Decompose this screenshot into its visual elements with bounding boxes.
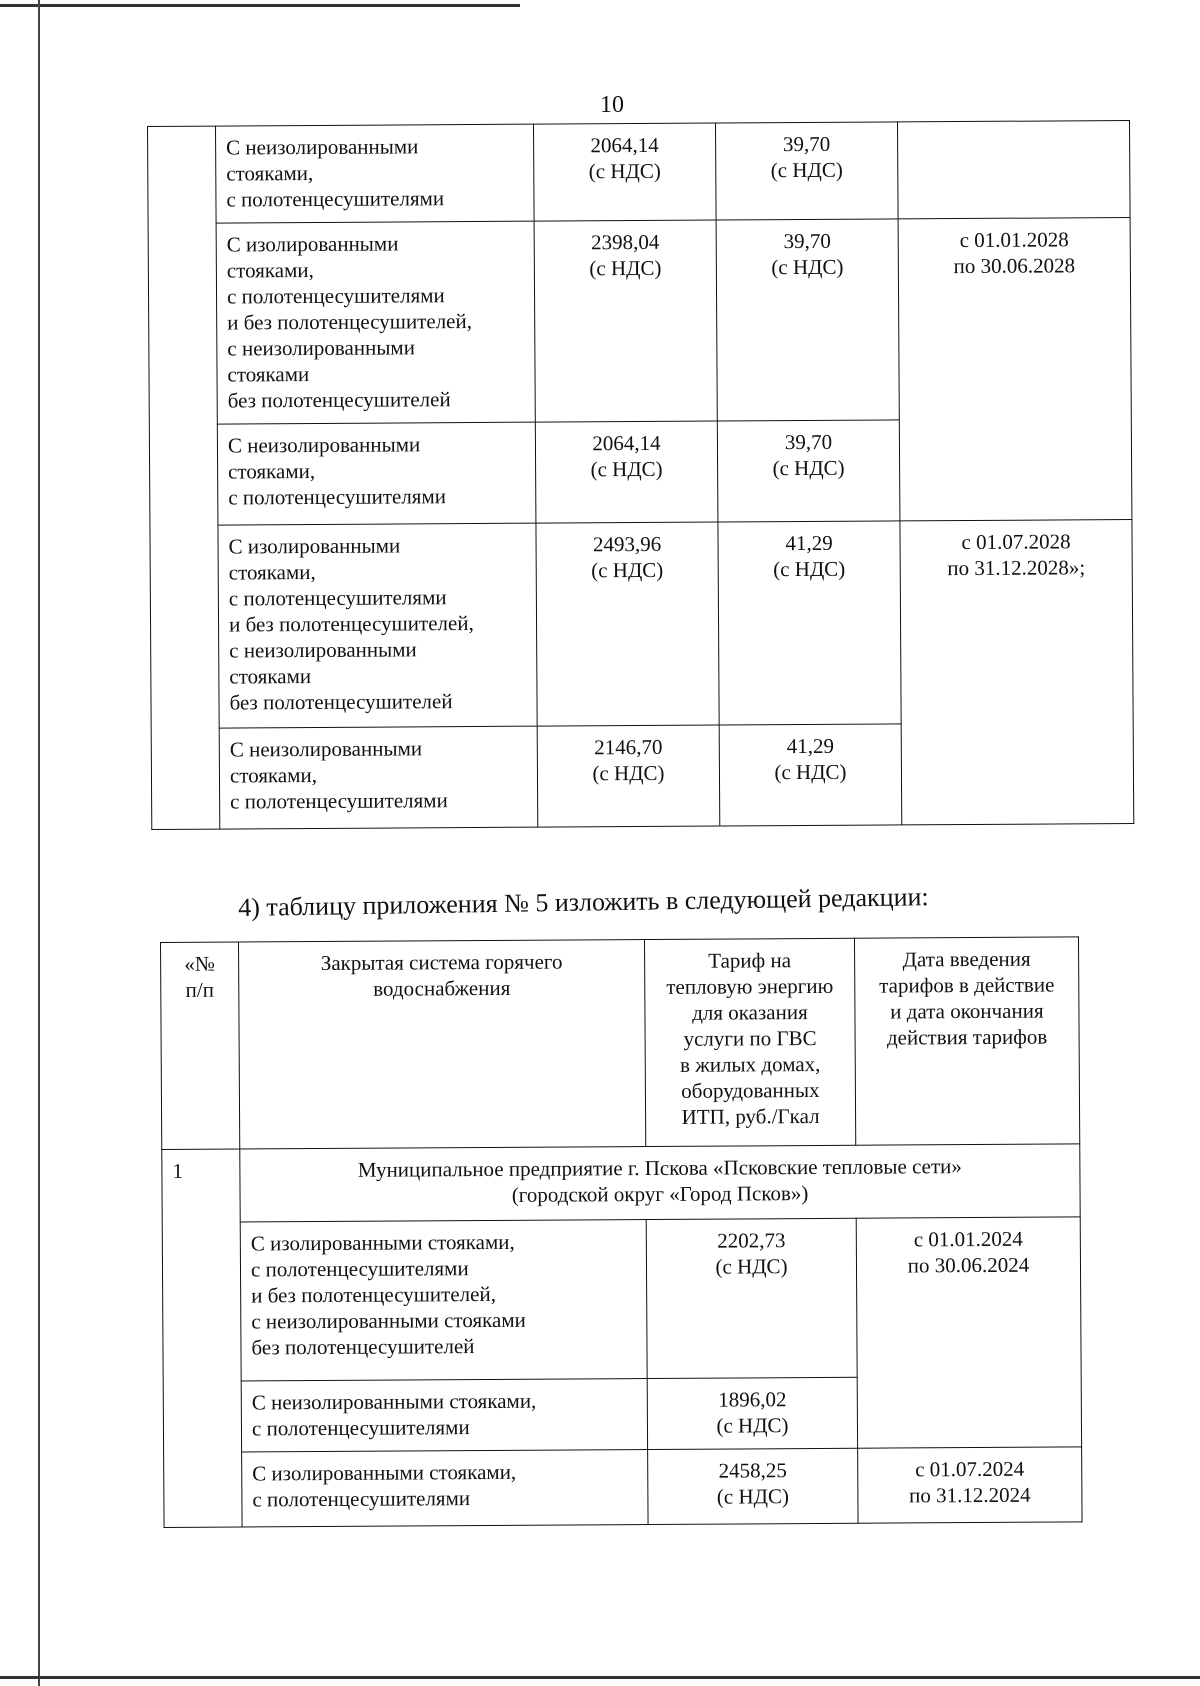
period-end: по 31.12.2024	[909, 1482, 1031, 1508]
organization-row	[162, 1144, 1080, 1223]
desc-line: стояками	[229, 664, 312, 689]
desc-line: с полотенцесушителями	[226, 283, 445, 309]
tariff-note: (с НДС)	[715, 1254, 788, 1279]
desc-cell	[216, 221, 535, 424]
desc-line: с полотенцесушителями	[251, 1415, 470, 1441]
page-number: 10	[600, 92, 624, 118]
period-cell	[900, 519, 1134, 824]
table-row	[148, 120, 1131, 223]
tariff-note: (с НДС)	[590, 456, 663, 482]
scan-edge-left	[38, 0, 40, 1686]
period-cell	[858, 1447, 1082, 1523]
tariff-cell	[533, 123, 716, 221]
appendix-5-table	[160, 936, 1083, 1528]
tariff-note: (с НДС)	[592, 760, 665, 786]
section-heading: 4) таблицу приложения № 5 изложить в следующей редакции:	[238, 882, 929, 922]
organization-name: Муниципальное предприятие г. Пскова «Псковские тепловые сети»	[357, 1154, 962, 1182]
tariff-cell	[534, 220, 717, 422]
component-value: 41,29	[786, 733, 834, 759]
tariff-value: 2398,04	[591, 229, 660, 255]
tariff-cell	[535, 421, 718, 523]
period-start: с 01.01.2028	[959, 227, 1069, 253]
desc-line: С изолированными	[228, 533, 401, 559]
scan-edge-top	[0, 4, 520, 7]
continued-tariff-table	[147, 120, 1134, 830]
header-line: в жилых домах,	[680, 1051, 821, 1077]
header-tariff	[644, 938, 855, 1146]
desc-line: стояками,	[226, 160, 314, 186]
tariff-value: 2064,14	[592, 430, 661, 456]
desc-cell	[217, 422, 536, 525]
period-cell	[898, 217, 1132, 520]
tariff-value: 1896,02	[718, 1387, 787, 1412]
tariff-cell	[646, 1218, 857, 1378]
desc-line: с полотенцесушителями	[250, 1256, 469, 1282]
desc-line: с полотенцесушителями	[226, 186, 445, 212]
tariff-cell	[537, 725, 720, 827]
desc-cell	[240, 1220, 647, 1381]
component-note: (с НДС)	[771, 254, 844, 280]
desc-line: без полотенцесушителей	[251, 1334, 475, 1360]
desc-line: С неизолированными стояками,	[251, 1388, 537, 1415]
period-end: по 30.06.2028	[953, 253, 1076, 279]
desc-line: с неизолированными стояками	[251, 1307, 526, 1334]
desc-line: стояками	[227, 362, 310, 387]
value-cell	[715, 122, 898, 220]
header-line: оборудованных	[681, 1077, 820, 1103]
period-end: по 30.06.2024	[907, 1252, 1030, 1278]
desc-line: С изолированными стояками,	[250, 1229, 515, 1256]
tariff-value: 2064,14	[590, 132, 659, 158]
component-note: (с НДС)	[773, 556, 846, 582]
value-cell	[716, 219, 899, 421]
tariff-cell	[647, 1377, 857, 1449]
tariff-note: (с НДС)	[716, 1413, 789, 1438]
tariff-note: (с НДС)	[591, 557, 664, 583]
desc-line: стояками,	[229, 762, 318, 788]
desc-line: стояками,	[226, 257, 314, 283]
header-num	[161, 942, 240, 1149]
value-cell	[717, 420, 900, 522]
component-value: 41,29	[785, 530, 833, 556]
period-cell-empty	[897, 120, 1130, 218]
period-cell	[856, 1217, 1081, 1448]
desc-cell	[216, 124, 535, 223]
desc-line: стояками,	[228, 458, 316, 484]
table-row	[164, 1447, 1082, 1528]
desc-line: С неизолированными	[227, 432, 421, 458]
header-line: Закрытая система горячего	[320, 949, 563, 976]
header-line: тарифов в действие	[879, 972, 1055, 998]
desc-cell	[218, 523, 537, 728]
component-value: 39,70	[782, 131, 831, 157]
desc-line: с полотенцесушителями	[228, 585, 447, 611]
tariff-value: 2458,25	[718, 1458, 787, 1483]
header-line: услуги по ГВС	[683, 1025, 817, 1051]
tariff-note: (с НДС)	[588, 158, 661, 184]
header-line: тепловую энергию	[666, 973, 834, 999]
tariff-note: (с НДС)	[589, 255, 662, 281]
tariff-value: 2146,70	[594, 734, 663, 760]
tariff-cell	[648, 1448, 858, 1524]
header-line: Дата введения	[902, 946, 1031, 972]
tariff-note: (с НДС)	[716, 1484, 790, 1509]
period-start: с 01.01.2024	[913, 1226, 1023, 1252]
desc-line: с полотенцесушителями	[252, 1486, 471, 1512]
header-line: водоснабжения	[373, 975, 511, 1001]
value-cell	[719, 724, 902, 826]
header-line: для оказания	[692, 1000, 808, 1025]
component-note: (с НДС)	[774, 759, 847, 785]
desc-line: без полотенцесушителей	[229, 689, 453, 715]
component-note: (с НДС)	[770, 157, 843, 183]
period-start: с 01.07.2024	[915, 1456, 1025, 1482]
table-row	[150, 519, 1133, 728]
desc-line: С неизолированными	[229, 736, 423, 762]
header-line: п/п	[185, 977, 215, 1002]
num-cell-empty	[148, 126, 220, 829]
tariff-cell	[536, 522, 719, 726]
header-line: и дата окончания	[890, 998, 1044, 1024]
component-value: 39,70	[784, 429, 833, 455]
desc-line: с полотенцесушителями	[228, 484, 447, 510]
organization-cell	[240, 1144, 1080, 1222]
table-header-row	[161, 937, 1080, 1150]
row-number	[162, 1149, 242, 1527]
component-note: (с НДС)	[772, 455, 845, 481]
header-line: действия тарифов	[886, 1024, 1048, 1050]
desc-line: стояками,	[228, 559, 316, 585]
value-cell	[718, 521, 901, 725]
tariff-value: 2202,73	[717, 1228, 786, 1253]
desc-line: и без полотенцесушителей,	[227, 309, 473, 335]
desc-line: с полотенцесушителями	[230, 788, 448, 814]
header-line: «№	[184, 951, 215, 976]
desc-line: С изолированными	[226, 231, 399, 257]
desc-line: С неизолированными	[226, 134, 419, 160]
header-system	[239, 940, 646, 1149]
desc-cell	[242, 1450, 648, 1527]
desc-line: с неизолированными	[229, 637, 417, 663]
desc-cell	[241, 1379, 647, 1452]
desc-line: С изолированными стояками,	[252, 1459, 517, 1486]
scan-edge-bottom	[0, 1676, 1200, 1679]
header-line: ИТП, руб./Гкал	[681, 1103, 820, 1129]
header-dates	[854, 937, 1079, 1145]
desc-line: с неизолированными	[227, 335, 415, 361]
organization-district: (городской округ «Город Псков»)	[511, 1181, 809, 1207]
table-row	[162, 1217, 1081, 1382]
tariff-value: 2493,96	[592, 531, 662, 557]
desc-line: и без полотенцесушителей,	[228, 611, 474, 637]
header-line: Тариф на	[708, 948, 792, 973]
row-number-text: 1	[172, 1158, 183, 1183]
desc-line: без полотенцесушителей	[227, 387, 451, 413]
table-row	[148, 217, 1131, 424]
desc-cell	[219, 726, 538, 829]
period-start: с 01.07.2028	[961, 529, 1071, 555]
desc-line: и без полотенцесушителей,	[251, 1281, 496, 1308]
component-value: 39,70	[783, 228, 831, 254]
period-end: по 31.12.2028»;	[947, 555, 1086, 581]
